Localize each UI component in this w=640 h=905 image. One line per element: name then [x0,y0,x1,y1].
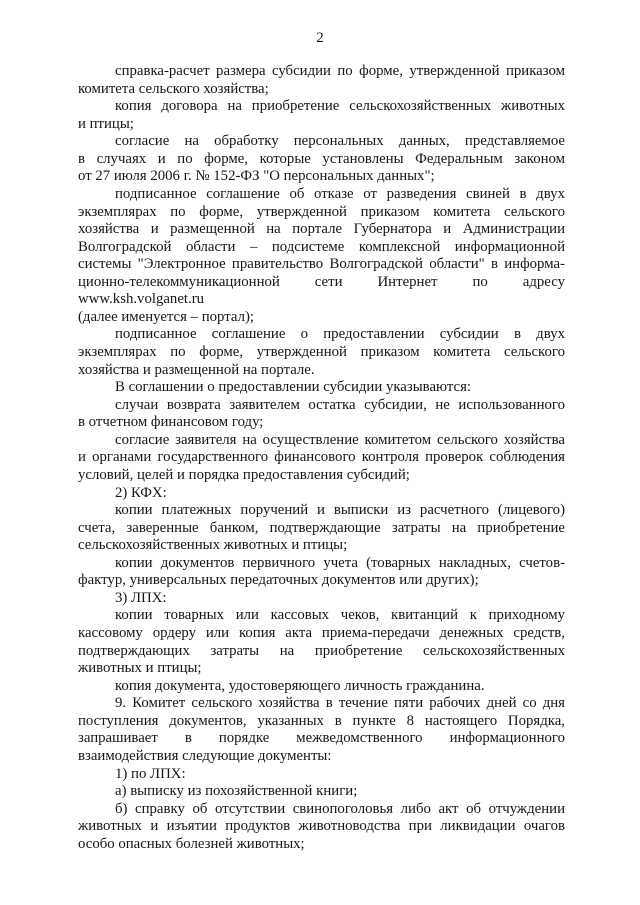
text-line: и птицы; [78,115,134,132]
paragraph [78,555,565,590]
text-line: и органами государственного финансового контроля проверок соблюдения [78,449,565,466]
text-line: комитета сельского хозяйства; [78,80,269,97]
paragraph [78,695,565,765]
text-line: справка-расчет размера субсидии по форме, утвержденной приказом [115,63,565,79]
text-line: особо опасных болезней животных; [78,835,305,852]
paragraph [78,607,565,677]
paragraph [78,326,565,379]
paragraph [78,432,565,485]
text-line: ционно-телекоммуникационной сети Интернет по адресу www.ksh.volganet.ru [78,273,565,308]
document-body [78,63,565,853]
paragraph [78,766,565,784]
paragraph [78,783,565,801]
text-line: экземплярах по форме, утвержденной приказом комитета сельского [78,344,565,360]
text-line: копия документа, удостоверяющего личность гражданина. [115,677,485,694]
paragraph [78,379,565,397]
text-line: животных и изъятии продуктов животноводства при ликвидации очагов [78,818,565,835]
text-line: от 27 июля 2006 г. № 152-ФЗ "О персональных данных"; [78,168,435,185]
paragraph [78,133,565,186]
text-line: а) выписку из похозяйственной книги; [115,783,358,800]
text-line: случаи возврата заявителем остатка субсидии, не использованного [115,396,565,413]
text-line: запрашивает в порядке межведомственного информационного [78,730,565,747]
text-line: животных и птицы; [78,660,202,677]
text-line: б) справку об отсутствии свинопоголовья либо акт об отчуждении [115,800,565,817]
text-line: в отчетном финансовом году; [78,414,264,431]
text-line: копия договора на приобретение сельскохозяйственных животных [115,98,565,115]
text-line: 9. Комитет сельского хозяйства в течение пяти рабочих дней со дня [115,695,565,712]
text-line: взаимодействия следующие документы: [78,747,332,764]
text-line: 2) КФХ: [115,484,167,501]
text-line: копии документов первичного учета (товарных накладных, счетов- [115,554,565,571]
paragraph [78,397,565,432]
text-line: 3) ЛПХ: [115,589,167,606]
text-line: Волгоградской области – подсистеме комплексной информационной [78,238,565,255]
text-line: подписанное соглашение об отказе от разведения свиней в двух [115,185,565,202]
text-line: системы "Электронное правительство Волгоградской области" в информа- [78,256,565,273]
paragraph [78,801,565,854]
text-line: 1) по ЛПХ: [115,765,186,782]
text-line: сельскохозяйственных животных и птицы; [78,537,348,554]
text-line: В соглашении о предоставлении субсидии указываются: [115,379,472,396]
text-line: копии платежных поручений и выписки из расчетного (лицевого) [115,502,565,519]
text-line: фактур, универсальных передаточных документов или других); [78,572,479,589]
page-number: 2 [316,30,324,46]
text-line: (далее именуется – портал); [78,308,255,325]
text-line: кассовому ордеру или копия акта приема-передачи денежных средств, [78,625,565,641]
text-line: хозяйства и размещенной на портале. [78,361,315,378]
paragraph [78,63,565,98]
paragraph [78,678,565,696]
text-line: подтверждающих затраты на приобретение сельскохозяйственных [78,642,565,659]
paragraph [78,485,565,503]
text-line: подписанное соглашение о предоставлении субсидии в двух [115,326,565,343]
text-line: счета, заверенные банком, подтверждающие затраты на приобретение [78,519,565,536]
paragraph [78,590,565,608]
paragraph [78,98,565,133]
text-line: поступления документов, указанных в пункте 8 настоящего Порядка, [78,712,565,729]
text-line: согласие на обработку персональных данных, представляемое [115,133,565,150]
text-line: хозяйства и размещенной на портале Губернатора и Администрации [78,221,565,238]
paragraph [78,502,565,555]
text-line: условий, целей и порядка предоставления субсидий; [78,466,410,483]
text-line: в случаях и по форме, которые установлены Федеральным законом [78,150,565,167]
paragraph [78,186,565,327]
text-line: согласие заявителя на осуществление комитетом сельского хозяйства [115,431,565,448]
text-line: экземплярах по форме, утвержденной приказом комитета сельского [78,203,565,220]
text-line: копии товарных или кассовых чеков, квитанций к приходному [115,607,565,624]
